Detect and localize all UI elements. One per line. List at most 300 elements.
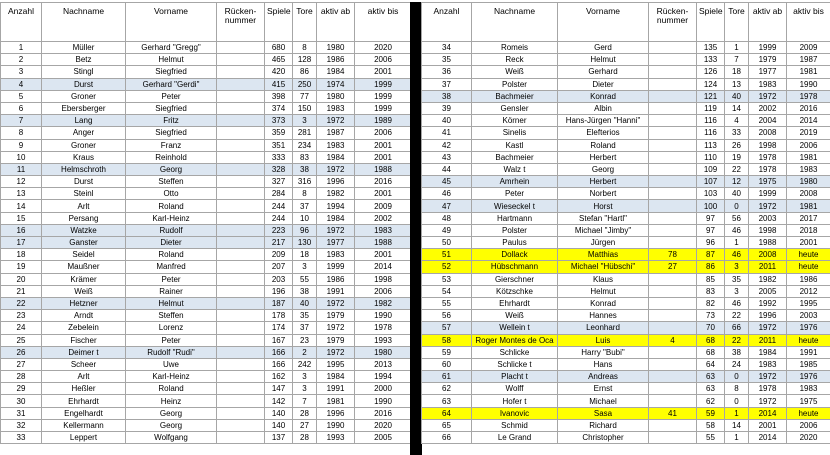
- table-row: [1, 66, 412, 78]
- last-name-cell: Ebersberger: [42, 102, 126, 114]
- first-name-cell: Christopher: [558, 432, 649, 444]
- table-row: [422, 273, 830, 285]
- goals-cell: 26: [725, 139, 749, 151]
- jersey-number-cell: [649, 42, 697, 54]
- active-from-cell: 1974: [317, 78, 355, 90]
- first-name-cell: Roland: [126, 383, 217, 395]
- active-from-cell: 1988: [749, 237, 787, 249]
- goals-cell: 56: [725, 212, 749, 224]
- active-to-cell: 1980: [787, 176, 830, 188]
- last-name-cell: Kötzschke: [472, 285, 558, 297]
- active-from-cell: 2008: [749, 127, 787, 139]
- active-from-cell: 1982: [749, 273, 787, 285]
- jersey-number-cell: [217, 115, 265, 127]
- games-cell: 133: [697, 54, 725, 66]
- row-number-cell: 15: [1, 212, 42, 224]
- last-name-cell: Bachmeier: [472, 90, 558, 102]
- active-to-cell: 2001: [355, 188, 412, 200]
- active-from-cell: 1990: [317, 419, 355, 431]
- active-from-cell: 1978: [749, 151, 787, 163]
- active-from-cell: 1972: [749, 200, 787, 212]
- last-name-cell: Fischer: [42, 334, 126, 346]
- first-name-cell: Siegfried: [126, 102, 217, 114]
- goals-cell: 37: [293, 200, 317, 212]
- first-name-cell: Rudolf: [126, 224, 217, 236]
- goals-cell: 83: [293, 151, 317, 163]
- last-name-cell: Gierschner: [472, 273, 558, 285]
- table-row: [1, 297, 412, 309]
- active-from-cell: 2004: [749, 115, 787, 127]
- row-number-cell: 50: [422, 237, 472, 249]
- active-to-cell: heute: [787, 334, 830, 346]
- last-name-cell: Polster: [472, 78, 558, 90]
- header-active-from: aktiv ab: [317, 3, 355, 42]
- active-to-cell: 2006: [787, 419, 830, 431]
- active-to-cell: 2009: [787, 42, 830, 54]
- row-number-cell: 31: [1, 407, 42, 419]
- active-from-cell: 1995: [317, 358, 355, 370]
- first-name-cell: Roland: [126, 249, 217, 261]
- goals-cell: 28: [293, 432, 317, 444]
- row-number-cell: 30: [1, 395, 42, 407]
- table-row: [1, 358, 412, 370]
- jersey-number-cell: [217, 66, 265, 78]
- table-row: [1, 419, 412, 431]
- last-name-cell: Schlicke: [472, 346, 558, 358]
- last-name-cell: Hetzner: [42, 297, 126, 309]
- active-from-cell: 1984: [317, 371, 355, 383]
- goals-cell: 46: [725, 297, 749, 309]
- last-name-cell: Groner: [42, 90, 126, 102]
- jersey-number-cell: 78: [649, 249, 697, 261]
- goals-cell: 2: [293, 346, 317, 358]
- jersey-number-cell: [217, 358, 265, 370]
- first-name-cell: Jürgen: [558, 237, 649, 249]
- table-row: [1, 78, 412, 90]
- active-from-cell: 1991: [317, 383, 355, 395]
- active-from-cell: 1984: [317, 212, 355, 224]
- jersey-number-cell: [649, 371, 697, 383]
- goals-cell: 35: [725, 273, 749, 285]
- active-to-cell: 1994: [355, 371, 412, 383]
- games-cell: 68: [697, 346, 725, 358]
- row-number-cell: 29: [1, 383, 42, 395]
- games-cell: 113: [697, 139, 725, 151]
- table-row: [422, 285, 830, 297]
- active-from-cell: 1996: [317, 176, 355, 188]
- header-goals: Tore: [725, 3, 749, 42]
- first-name-cell: Klaus: [558, 273, 649, 285]
- first-name-cell: Herbert: [558, 151, 649, 163]
- jersey-number-cell: [217, 273, 265, 285]
- active-to-cell: 2016: [787, 102, 830, 114]
- jersey-number-cell: [217, 346, 265, 358]
- active-from-cell: 1980: [317, 42, 355, 54]
- header-games: Spiele: [265, 3, 293, 42]
- row-number-cell: 62: [422, 383, 472, 395]
- first-name-cell: Steffen: [126, 310, 217, 322]
- goals-cell: 24: [725, 358, 749, 370]
- row-number-cell: 52: [422, 261, 472, 273]
- active-from-cell: 1983: [749, 358, 787, 370]
- last-name-cell: Romeis: [472, 42, 558, 54]
- games-cell: 86: [697, 261, 725, 273]
- last-name-cell: Gensler: [472, 102, 558, 114]
- active-to-cell: 2016: [355, 176, 412, 188]
- active-from-cell: 1987: [317, 127, 355, 139]
- table-row: [422, 151, 830, 163]
- table-row: [422, 383, 830, 395]
- first-name-cell: Helmut: [558, 54, 649, 66]
- games-cell: 217: [265, 237, 293, 249]
- active-to-cell: 2018: [787, 224, 830, 236]
- last-name-cell: Ganster: [42, 237, 126, 249]
- table-row: [1, 249, 412, 261]
- games-cell: 87: [697, 249, 725, 261]
- active-to-cell: 2006: [355, 54, 412, 66]
- table-row: [422, 188, 830, 200]
- row-number-cell: 27: [1, 358, 42, 370]
- active-from-cell: 1978: [749, 383, 787, 395]
- last-name-cell: Zebelein: [42, 322, 126, 334]
- goals-cell: 3: [725, 285, 749, 297]
- jersey-number-cell: 4: [649, 334, 697, 346]
- first-name-cell: Helmut: [126, 54, 217, 66]
- active-to-cell: 2019: [787, 127, 830, 139]
- goals-cell: 22: [725, 310, 749, 322]
- first-name-cell: Roland: [558, 139, 649, 151]
- table-row: [422, 432, 830, 444]
- jersey-number-cell: [217, 188, 265, 200]
- last-name-cell: Le Grand: [472, 432, 558, 444]
- active-to-cell: 1986: [787, 273, 830, 285]
- table-row: [1, 42, 412, 54]
- table-row: [422, 200, 830, 212]
- last-name-cell: Weiß: [472, 310, 558, 322]
- games-cell: 103: [697, 188, 725, 200]
- jersey-number-cell: 41: [649, 407, 697, 419]
- row-number-cell: 35: [422, 54, 472, 66]
- row-number-cell: 19: [1, 261, 42, 273]
- games-cell: 85: [697, 273, 725, 285]
- jersey-number-cell: [649, 212, 697, 224]
- last-name-cell: Deimer t: [42, 346, 126, 358]
- table-row: [1, 285, 412, 297]
- row-number-cell: 43: [422, 151, 472, 163]
- active-to-cell: 2001: [787, 237, 830, 249]
- last-name-cell: Ivanovic: [472, 407, 558, 419]
- first-name-cell: Karl-Heinz: [126, 212, 217, 224]
- games-cell: 465: [265, 54, 293, 66]
- table-row: [1, 163, 412, 175]
- goals-cell: 40: [725, 188, 749, 200]
- active-from-cell: 1972: [317, 115, 355, 127]
- row-number-cell: 36: [422, 66, 472, 78]
- jersey-number-cell: [649, 176, 697, 188]
- active-from-cell: 2001: [749, 419, 787, 431]
- active-to-cell: 1983: [787, 383, 830, 395]
- active-to-cell: 1983: [355, 224, 412, 236]
- games-cell: 135: [697, 42, 725, 54]
- active-from-cell: 1972: [317, 346, 355, 358]
- table-row: [422, 310, 830, 322]
- row-number-cell: 14: [1, 200, 42, 212]
- jersey-number-cell: [649, 285, 697, 297]
- active-to-cell: 2006: [787, 139, 830, 151]
- goals-cell: 66: [725, 322, 749, 334]
- table-row: [422, 115, 830, 127]
- goals-cell: 22: [725, 334, 749, 346]
- games-cell: 420: [265, 66, 293, 78]
- row-number-cell: 49: [422, 224, 472, 236]
- table-row: [422, 346, 830, 358]
- games-cell: 73: [697, 310, 725, 322]
- goals-cell: 242: [293, 358, 317, 370]
- active-to-cell: 2008: [787, 188, 830, 200]
- goals-cell: 7: [725, 54, 749, 66]
- first-name-cell: Andreas: [558, 371, 649, 383]
- row-number-cell: 3: [1, 66, 42, 78]
- goals-cell: 33: [725, 127, 749, 139]
- table-row: [422, 407, 830, 419]
- games-cell: 166: [265, 346, 293, 358]
- active-to-cell: 2003: [787, 310, 830, 322]
- games-cell: 107: [697, 176, 725, 188]
- first-name-cell: Albin: [558, 102, 649, 114]
- last-name-cell: Lang: [42, 115, 126, 127]
- jersey-number-cell: [649, 419, 697, 431]
- active-to-cell: 1990: [355, 310, 412, 322]
- games-cell: 223: [265, 224, 293, 236]
- table-row: [1, 224, 412, 236]
- last-name-cell: Groner: [42, 139, 126, 151]
- active-to-cell: 2016: [355, 407, 412, 419]
- games-cell: 109: [697, 163, 725, 175]
- header-active-to: aktiv bis: [787, 3, 830, 42]
- active-from-cell: 1972: [317, 163, 355, 175]
- table-row: [1, 127, 412, 139]
- active-to-cell: 1999: [355, 90, 412, 102]
- goals-cell: 37: [293, 322, 317, 334]
- row-number-cell: 7: [1, 115, 42, 127]
- first-name-cell: Harry "Bubi": [558, 346, 649, 358]
- active-from-cell: 1975: [749, 176, 787, 188]
- active-to-cell: 1978: [787, 90, 830, 102]
- games-cell: 398: [265, 90, 293, 102]
- table-row: [1, 151, 412, 163]
- active-from-cell: 1972: [749, 90, 787, 102]
- games-cell: 116: [697, 127, 725, 139]
- table-row: [1, 115, 412, 127]
- active-from-cell: 1999: [317, 261, 355, 273]
- goals-cell: 3: [725, 261, 749, 273]
- row-number-cell: 63: [422, 395, 472, 407]
- jersey-number-cell: [217, 200, 265, 212]
- last-name-cell: Schmid: [472, 419, 558, 431]
- table-row: [422, 419, 830, 431]
- games-cell: 124: [697, 78, 725, 90]
- first-name-cell: Hannes: [558, 310, 649, 322]
- goals-cell: 38: [725, 346, 749, 358]
- row-number-cell: 37: [422, 78, 472, 90]
- games-cell: 167: [265, 334, 293, 346]
- games-cell: 119: [697, 102, 725, 114]
- goals-cell: 14: [725, 419, 749, 431]
- last-name-cell: Ehrhardt: [472, 297, 558, 309]
- first-name-cell: Otto: [126, 188, 217, 200]
- jersey-number-cell: [217, 432, 265, 444]
- last-name-cell: Arlt: [42, 200, 126, 212]
- active-to-cell: 1981: [787, 151, 830, 163]
- jersey-number-cell: [217, 419, 265, 431]
- jersey-number-cell: [217, 78, 265, 90]
- first-name-cell: Horst: [558, 200, 649, 212]
- last-name-cell: Scheer: [42, 358, 126, 370]
- active-to-cell: 1978: [355, 322, 412, 334]
- row-number-cell: 59: [422, 346, 472, 358]
- jersey-number-cell: [649, 432, 697, 444]
- first-name-cell: Lorenz: [126, 322, 217, 334]
- games-cell: 59: [697, 407, 725, 419]
- goals-cell: 35: [293, 310, 317, 322]
- last-name-cell: Weiß: [472, 66, 558, 78]
- table-row: [1, 273, 412, 285]
- row-number-cell: 42: [422, 139, 472, 151]
- row-number-cell: 44: [422, 163, 472, 175]
- active-to-cell: 2006: [355, 127, 412, 139]
- row-number-cell: 17: [1, 237, 42, 249]
- table-row: [422, 322, 830, 334]
- goals-cell: 40: [725, 90, 749, 102]
- row-number-cell: 45: [422, 176, 472, 188]
- goals-cell: 0: [725, 200, 749, 212]
- games-cell: 82: [697, 297, 725, 309]
- active-to-cell: 2014: [355, 261, 412, 273]
- row-number-cell: 5: [1, 90, 42, 102]
- row-number-cell: 4: [1, 78, 42, 90]
- first-name-cell: Peter: [126, 273, 217, 285]
- last-name-cell: Dollack: [472, 249, 558, 261]
- row-number-cell: 39: [422, 102, 472, 114]
- goals-cell: 1: [725, 237, 749, 249]
- goals-cell: 14: [725, 102, 749, 114]
- last-name-cell: Schlicke t: [472, 358, 558, 370]
- games-cell: 64: [697, 358, 725, 370]
- first-name-cell: Helmut: [126, 297, 217, 309]
- jersey-number-cell: 27: [649, 261, 697, 273]
- last-name-cell: Weiß: [42, 285, 126, 297]
- first-name-cell: Steffen: [126, 176, 217, 188]
- active-to-cell: 1981: [787, 66, 830, 78]
- first-name-cell: Dieter: [558, 78, 649, 90]
- last-name-cell: Leppert: [42, 432, 126, 444]
- jersey-number-cell: [217, 139, 265, 151]
- active-to-cell: 1990: [355, 395, 412, 407]
- first-name-cell: Georg: [126, 163, 217, 175]
- jersey-number-cell: [649, 310, 697, 322]
- active-from-cell: 2008: [749, 249, 787, 261]
- active-from-cell: 1999: [749, 188, 787, 200]
- first-name-cell: Reinhold: [126, 151, 217, 163]
- row-number-cell: 60: [422, 358, 472, 370]
- goals-cell: 77: [293, 90, 317, 102]
- row-number-cell: 9: [1, 139, 42, 151]
- first-name-cell: Michael: [558, 395, 649, 407]
- games-cell: 68: [697, 334, 725, 346]
- goals-cell: 38: [293, 285, 317, 297]
- jersey-number-cell: [217, 54, 265, 66]
- table-row: [422, 176, 830, 188]
- active-to-cell: 1993: [355, 334, 412, 346]
- active-from-cell: 2014: [749, 432, 787, 444]
- jersey-number-cell: [217, 310, 265, 322]
- games-cell: 178: [265, 310, 293, 322]
- last-name-cell: Arlt: [42, 371, 126, 383]
- active-to-cell: 2020: [787, 432, 830, 444]
- last-name-cell: Wieseckel t: [472, 200, 558, 212]
- jersey-number-cell: [649, 383, 697, 395]
- header-active-from: aktiv ab: [749, 3, 787, 42]
- last-name-cell: Hübschmann: [472, 261, 558, 273]
- games-cell: 166: [265, 358, 293, 370]
- goals-cell: 281: [293, 127, 317, 139]
- goals-cell: 4: [725, 115, 749, 127]
- active-from-cell: 1992: [749, 297, 787, 309]
- last-name-cell: Seidel: [42, 249, 126, 261]
- jersey-number-cell: [217, 237, 265, 249]
- row-number-cell: 24: [1, 322, 42, 334]
- last-name-cell: Körner: [472, 115, 558, 127]
- active-from-cell: 1998: [749, 139, 787, 151]
- first-name-cell: Sasa: [558, 407, 649, 419]
- last-name-cell: Kastl: [472, 139, 558, 151]
- jersey-number-cell: [649, 139, 697, 151]
- first-name-cell: Georg: [126, 419, 217, 431]
- games-cell: 116: [697, 115, 725, 127]
- header-jersey-number: Rücken- nummer: [649, 3, 697, 42]
- goals-cell: 0: [725, 395, 749, 407]
- table-row: [422, 42, 830, 54]
- first-name-cell: Fritz: [126, 115, 217, 127]
- first-name-cell: Rainer: [126, 285, 217, 297]
- last-name-cell: Ehrhardt: [42, 395, 126, 407]
- table-row: [422, 78, 830, 90]
- goals-cell: 28: [293, 407, 317, 419]
- goals-cell: 8: [293, 42, 317, 54]
- active-to-cell: 1999: [355, 102, 412, 114]
- active-from-cell: 1978: [749, 163, 787, 175]
- goals-cell: 12: [725, 176, 749, 188]
- active-to-cell: 2013: [355, 358, 412, 370]
- goals-cell: 130: [293, 237, 317, 249]
- table-row: [1, 407, 412, 419]
- table-row: [1, 310, 412, 322]
- last-name-cell: Steinl: [42, 188, 126, 200]
- first-name-cell: Matthias: [558, 249, 649, 261]
- active-from-cell: 1998: [749, 224, 787, 236]
- active-to-cell: 1998: [355, 273, 412, 285]
- games-cell: 162: [265, 371, 293, 383]
- active-from-cell: 1972: [749, 322, 787, 334]
- last-name-cell: Helmschroth: [42, 163, 126, 175]
- active-from-cell: 1972: [317, 297, 355, 309]
- games-cell: 333: [265, 151, 293, 163]
- row-number-cell: 10: [1, 151, 42, 163]
- active-to-cell: heute: [787, 249, 830, 261]
- active-from-cell: 1980: [317, 90, 355, 102]
- jersey-number-cell: [649, 395, 697, 407]
- active-from-cell: 2011: [749, 334, 787, 346]
